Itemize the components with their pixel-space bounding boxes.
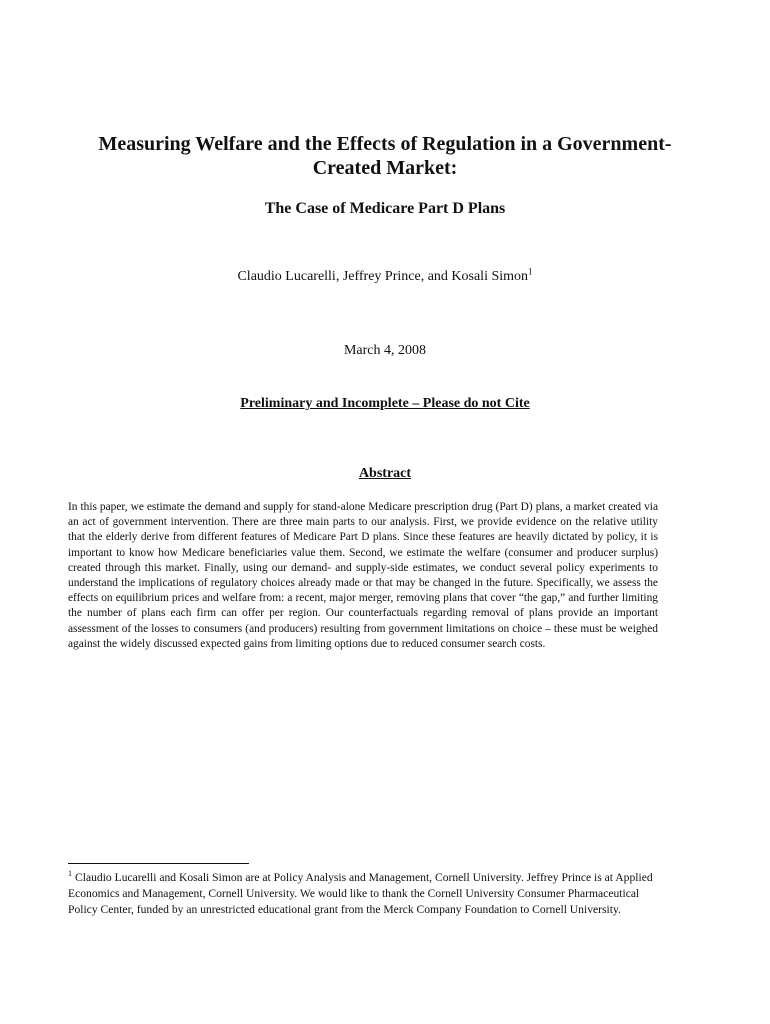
paper-date: March 4, 2008 xyxy=(343,343,427,358)
footnote-divider xyxy=(68,863,249,864)
paper-title-line-2: Created Market: xyxy=(312,157,458,179)
abstract-heading: Abstract xyxy=(358,466,412,481)
citation-notice: Preliminary and Incomplete – Please do not Cite xyxy=(240,396,530,411)
paper-title xyxy=(40,132,730,180)
abstract-body: In this paper, we estimate the demand and supply for stand-alone Medicare prescription drug (Part D) plans, a market created via an act of government intervention. There are three main parts to our analysis. First, we provide evidence on the relative utility that the elderly derive from different features of Medicare Part D plans. Since these features are heavily dictated by policy, it is important to know how Medicare beneficiaries value them. Second, we estimate the welfare (consumer and producer surplus) created through this market. Finally, using our demand- and supply-side estimates, we conduct several policy experiments to understand the implications of regulatory choices already made or that may be changed in the future. Specifically, we assess the effects on equilibrium prices and welfare from: a recent, major merger, removing plans that cover “the gap,” and further limiting the number of plans each firm can offer per region. Our counterfactuals regarding removal of plans provide an important assessment of the losses to consumers (and producers) resulting from government limitations on choice – these must be weighed against the widely discussed expected gains from limiting options due to reduced consumer search costs. xyxy=(68,501,658,650)
footnote-marker: 1 xyxy=(68,869,72,879)
author-names: Claudio Lucarelli, Jeffrey Prince, and Kosali Simon xyxy=(237,269,529,284)
paper-title-line-1: Measuring Welfare and the Effects of Regulation in a Government- xyxy=(98,133,672,155)
paper-subtitle: The Case of Medicare Part D Plans xyxy=(264,200,506,217)
footnote-text: Claudio Lucarelli and Kosali Simon are at Policy Analysis and Management, Cornell University. Jeffrey Prince is at Applied Economics and Management, Cornell University. We would like to thank the Cornell University Consumer Pharmaceutical Policy Center, funded by an unrestricted educational grant from the Merck Company Foundation to Cornell University. xyxy=(68,871,653,916)
author-list xyxy=(40,268,730,286)
author-footnote-marker: 1 xyxy=(528,266,533,277)
footnote xyxy=(68,870,658,918)
